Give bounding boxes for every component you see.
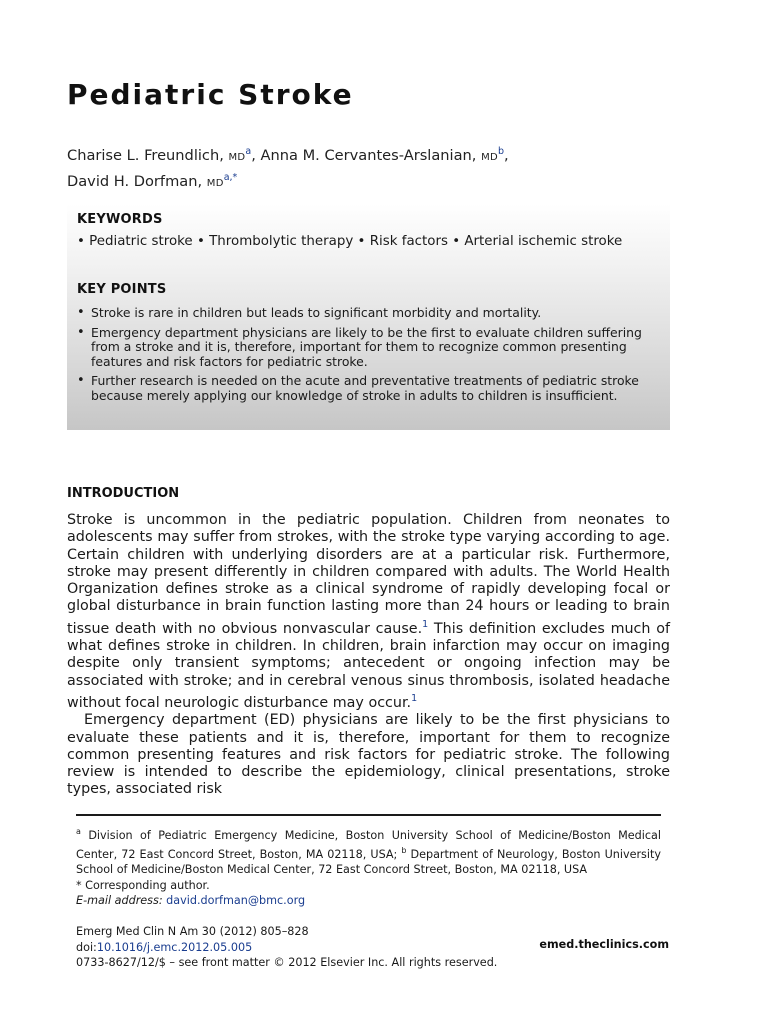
- keyword-item: Arterial ischemic stroke: [464, 234, 623, 249]
- author-3: David H. Dorfman, MD$^{a,*}$: [67, 172, 238, 190]
- corresponding-author-note: * Corresponding author.: [76, 878, 210, 892]
- email-link[interactable]: david.dorfman@bmc.org: [166, 893, 306, 907]
- footnote-divider: [76, 814, 661, 816]
- bullet-icon: •: [357, 234, 366, 249]
- key-point-item: • Stroke is rare in children but leads to significant morbidity and mortality.: [77, 306, 662, 321]
- keywords-heading: KEYWORDS: [77, 212, 163, 227]
- keywords-keypoints-box: [67, 204, 670, 430]
- key-point-item: • Emergency department physicians are likely to be the first to evaluate children suffering from a stroke and it is, therefore, important for them to recognize common presenting features and risk factors for pediatric stroke.: [77, 326, 662, 370]
- footnotes: [76, 824, 661, 908]
- author-1: Charise L. Freundlich, MD$^a$,: [67, 146, 256, 164]
- article-title: Pediatric Stroke: [67, 78, 354, 111]
- body-paragraph: Emergency department (ED) physicians are likely to be the first physicians to evaluate these patients and it is, therefore, important for them to recognize common presenting features and risk factors for pediatric stroke. The following review is intended to describe the epidemiology, clinical presentations, stroke types, associated risk: [67, 712, 670, 798]
- reference-link[interactable]: 1: [422, 618, 429, 630]
- key-points-list: [77, 306, 662, 408]
- bullet-icon: •: [77, 234, 85, 249]
- introduction-body: [67, 512, 670, 799]
- author-list: [67, 142, 687, 194]
- body-paragraph: Stroke is uncommon in the pediatric population. Children from neonates to adolescents may suffer from strokes, with the stroke type varying according to age. Certain children with underlying disorders are at a particular risk. Furthermore, stroke may present differently in children compared with adults. The World Health Organization defines stroke as a clinical syndrome of rapidly developing focal or global disturbance in brain function lasting more than 24 hours or leading to brain tissue death with no obvious nonvascular cause.$^1$ This definition excludes much of what defines stroke in children. In children, brain infarction may occur on imaging despite only transient symptoms; antecedent or ongoing infection may be associated with stroke; and in cerebral venous sinus thrombosis, isolated headache without focal neurologic disturbance may occur.$^1$: [67, 512, 670, 711]
- reference-link[interactable]: 1: [411, 692, 418, 704]
- keyword-item: Thrombolytic therapy: [209, 234, 354, 249]
- introduction-heading: INTRODUCTION: [67, 486, 180, 501]
- bullet-icon: •: [452, 234, 461, 249]
- keyword-item: Risk factors: [369, 234, 448, 249]
- bullet-icon: •: [196, 234, 205, 249]
- key-point-item: • Further research is needed on the acute and preventative treatments of pediatric stroke because merely applying our knowledge of stroke in adults to children is insufficient.: [77, 374, 662, 403]
- author-affiliation-mark: a: [245, 146, 252, 157]
- key-points-heading: KEY POINTS: [77, 282, 167, 297]
- keyword-item: Pediatric stroke: [89, 234, 193, 249]
- journal-website[interactable]: emed.theclinics.com: [539, 938, 669, 951]
- keywords-list: [77, 234, 622, 249]
- author-affiliation-mark: b: [498, 146, 505, 157]
- affiliations: $^a$ Division of Pediatric Emergency Medicine, Boston University School of Medicine/Boston Medical Center, 72 East Concord Street, Boston, MA 02118, USA; $^b$ Department of Neurology, Boston University School of Medicine/Boston Medical Center, 72 East Concord Street, Boston, MA 02118, USA: [76, 827, 661, 877]
- author-affiliation-mark: a,*: [223, 172, 238, 183]
- journal-citation: Emerg Med Clin N Am 30 (2012) 805–828: [76, 925, 309, 938]
- doi-link[interactable]: 10.1016/j.emc.2012.05.005: [96, 940, 253, 954]
- doi-line: doi:10.1016/j.emc.2012.05.005: [76, 940, 253, 954]
- author-2: Anna M. Cervantes-Arslanian, MD$^b$,: [260, 146, 509, 164]
- copyright-line: 0733-8627/12/$ – see front matter © 2012 Elsevier Inc. All rights reserved.: [76, 956, 498, 970]
- email-label: E-mail address:: [76, 893, 163, 907]
